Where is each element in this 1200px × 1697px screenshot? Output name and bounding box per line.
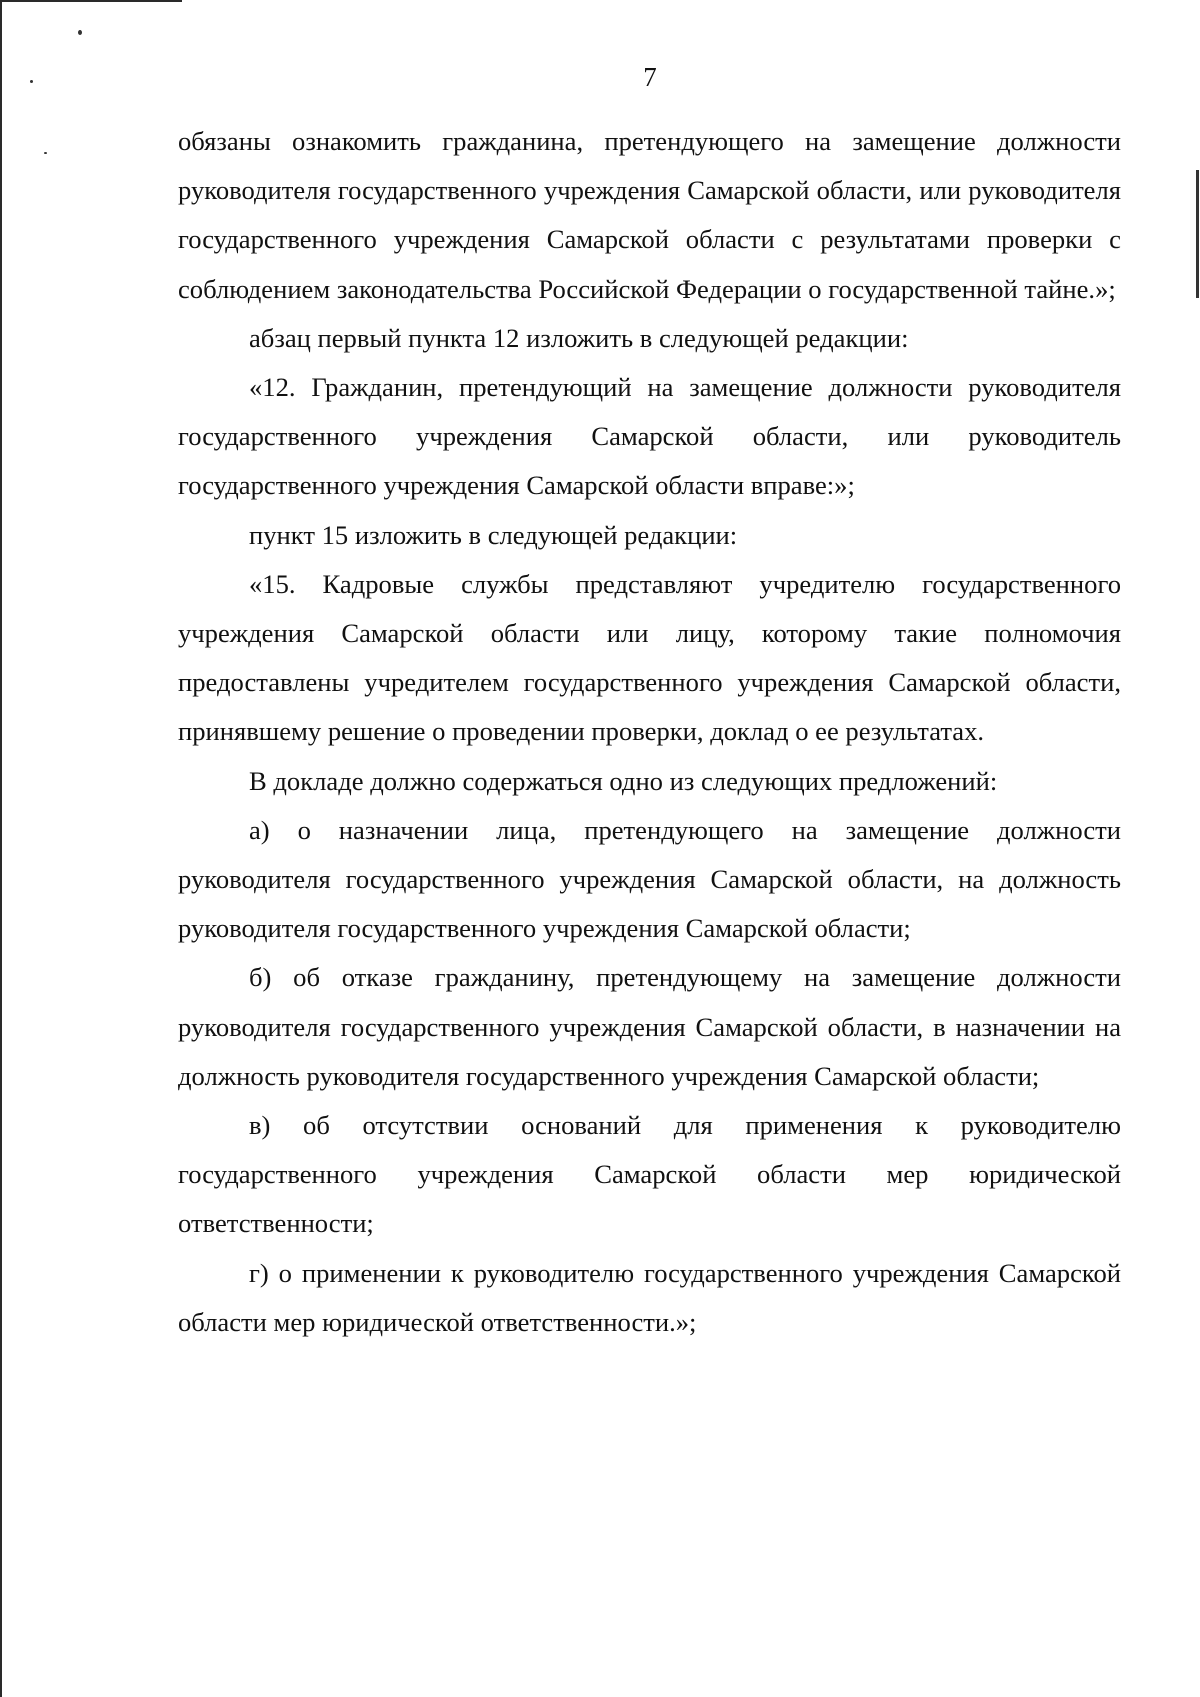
scan-speck [78, 30, 82, 35]
paragraph: пункт 15 изложить в следующей редакции: [249, 519, 738, 550]
paragraph: «15. Кадровые службы представляют учредителю государственного учреждения Самарской области или лицу, которому такие полномочия предоставлены учредителем государственного учреждения Самарской области, принявшему решение о проведении проверки, доклад о ее результатах. [178, 568, 1121, 747]
paragraph: обязаны ознакомить гражданина, претендующего на замещение должности руководителя государственного учреждения Самарской области, или руководителя государственного учреждения Самарской области с результатами проверки с соблюдением законодательства Российской Федерации о государственной тайне.»; [178, 126, 1121, 304]
scan-edge-left [0, 0, 2, 1697]
paragraph: в) об отсутствии оснований для применения к руководителю государственного учреждения Самарской области мер юридической ответственности; [178, 1110, 1121, 1239]
paragraph: В докладе должно содержаться одно из следующих предложений: [249, 765, 998, 796]
paragraph: б) об отказе гражданину, претендующему на замещение должности руководителя государственного учреждения Самарской области, в назначении на должность руководителя государственного учреждения Самарской области; [178, 962, 1121, 1091]
scan-edge-right [1196, 170, 1199, 298]
paragraph: «12. Гражданин, претендующий на замещение должности руководителя государственного учреждения Самарской области, или руководитель государственного учреждения Самарской области вправе:»; [178, 372, 1121, 501]
paragraph: абзац первый пункта 12 изложить в следующей редакции: [249, 322, 909, 353]
paragraph: г) о применении к руководителю государственного учреждения Самарской области мер юридической ответственности.»; [178, 1257, 1121, 1337]
paragraph: а) о назначении лица, претендующего на замещение должности руководителя государственного учреждения Самарской области, на должность руководителя государственного учреждения Самарской области; [178, 814, 1121, 944]
scan-speck [44, 152, 47, 154]
scan-edge-top [0, 0, 182, 2]
body-text [178, 117, 1121, 1347]
page-number: 7 [643, 62, 657, 92]
